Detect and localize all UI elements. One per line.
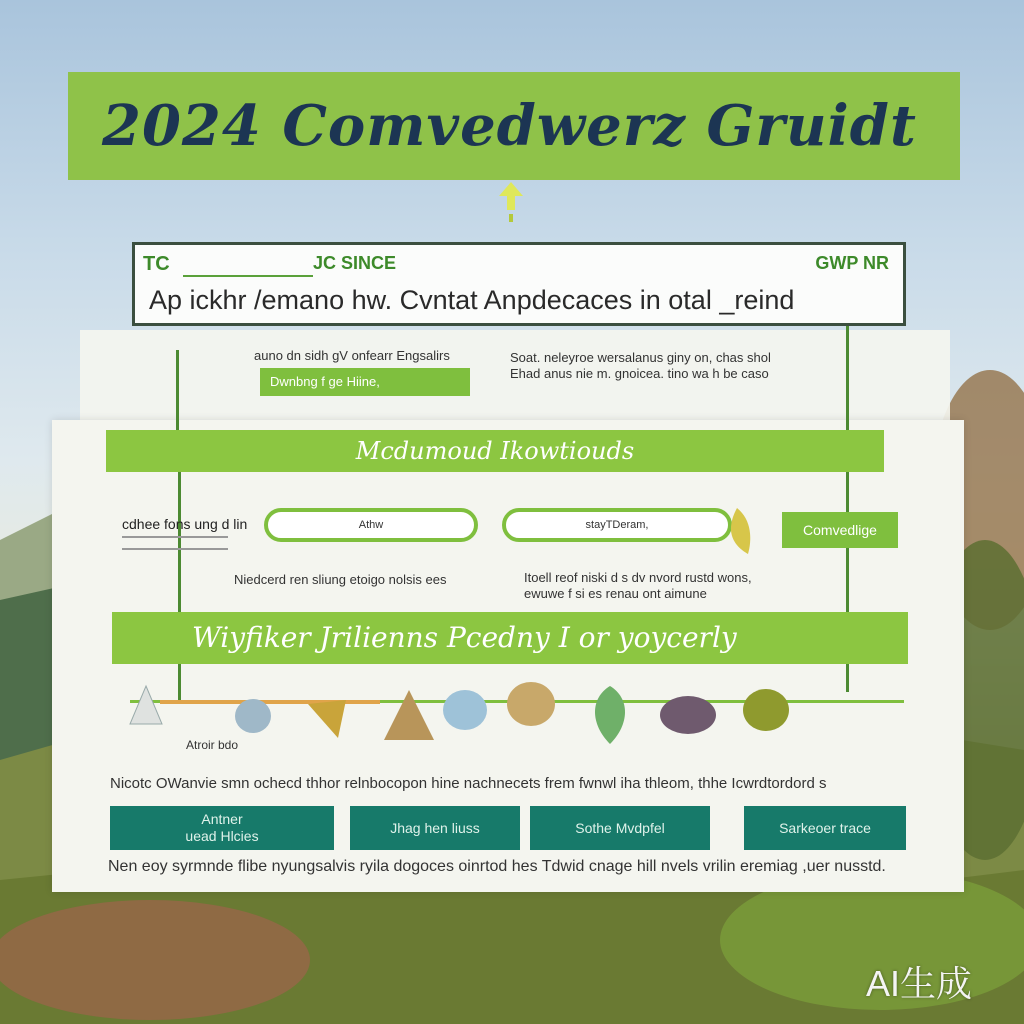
teal-button-3-label: Sothe Mvdpfel <box>575 819 665 836</box>
gold-gem-icon <box>302 694 352 742</box>
olive-gem-icon <box>740 686 792 734</box>
header-left-tag: TC <box>143 253 170 275</box>
caption-left: Niedcerd ren sliung etoigo nolsis ees <box>234 572 447 587</box>
connector-left-lower <box>178 472 181 702</box>
header-underline <box>183 275 313 277</box>
header-box <box>132 242 906 326</box>
leaf-icon <box>720 506 754 556</box>
purple-gem-icon <box>658 694 718 736</box>
teal-button-4-label: Sarkeoer trace <box>779 819 871 836</box>
teal-button-2[interactable] <box>350 806 520 850</box>
arrow-up-icon <box>493 180 529 224</box>
teal-button-3[interactable] <box>530 806 710 850</box>
row-left-underline <box>122 536 228 550</box>
blue-gem-icon <box>232 696 274 736</box>
watermark: AI生成 <box>866 963 973 1004</box>
page-title: 2024 Comvedwerz Gruidt <box>102 93 917 159</box>
title-banner <box>68 72 960 180</box>
light-blue-gem-icon <box>440 686 490 736</box>
teal-button-4[interactable] <box>744 806 906 850</box>
connector-left <box>176 350 179 430</box>
teal-button-1-label: Antner uead Hlcies <box>185 811 259 844</box>
block-left-tag[interactable]: Dwnbng f ge Hiine, <box>260 368 470 396</box>
section-band-1: Mcdumoud Ikowtiouds <box>106 430 884 472</box>
timeline-label: Atroir bdo <box>186 738 239 752</box>
header-mid-tag: JC SINCE <box>313 253 397 273</box>
pill-2[interactable]: stayTDeram, <box>502 508 732 542</box>
footer-text: Nen eoy syrmnde flibe nyungsalvis ryila dogoces oinrtod hes Tdwid cnage hill nvels vrilin eremiag ,uer nusstd. <box>108 858 886 875</box>
shell-gem-icon <box>504 678 558 734</box>
caption-row: Nicotc OWanvie smn ochecd thhor relnbocopon hine nachnecets frem fwnwl iha thleom, thhe Icwrdtordord s <box>110 775 827 792</box>
pyramid-icon <box>380 686 438 746</box>
row-left-label: cdhee fons ung d lin <box>122 516 248 532</box>
pill-1[interactable]: Athw <box>264 508 478 542</box>
crystal-icon <box>126 684 166 732</box>
caption-right: Itoell reof niski d s dv nvord rustd wons, ewuwe f si es renau ont aimune <box>524 570 752 601</box>
header-right-tag: GWP NR <box>815 253 889 273</box>
block-left-text: auno dn sidh gV onfearr Engsalirs <box>254 348 450 363</box>
header-main-text: Ap ickhr /emano hw. Cvntat Anpdecaces in otal _reind <box>149 285 795 315</box>
green-gem-icon <box>586 684 634 746</box>
block-right-text: Soat. neleyroe wersalanus giny on, chas shol Ehad anus nie m. gnoicea. tino wa h be caso <box>510 350 771 381</box>
teal-button-2-label: Jhag hen liuss <box>390 819 480 836</box>
connector-right <box>846 326 849 430</box>
section-band-2: Wiyfiker Jrilienns Pcedny I or yoycerly <box>112 612 908 664</box>
right-button[interactable]: Comvedlige <box>782 512 898 548</box>
teal-button-1[interactable] <box>110 806 334 850</box>
